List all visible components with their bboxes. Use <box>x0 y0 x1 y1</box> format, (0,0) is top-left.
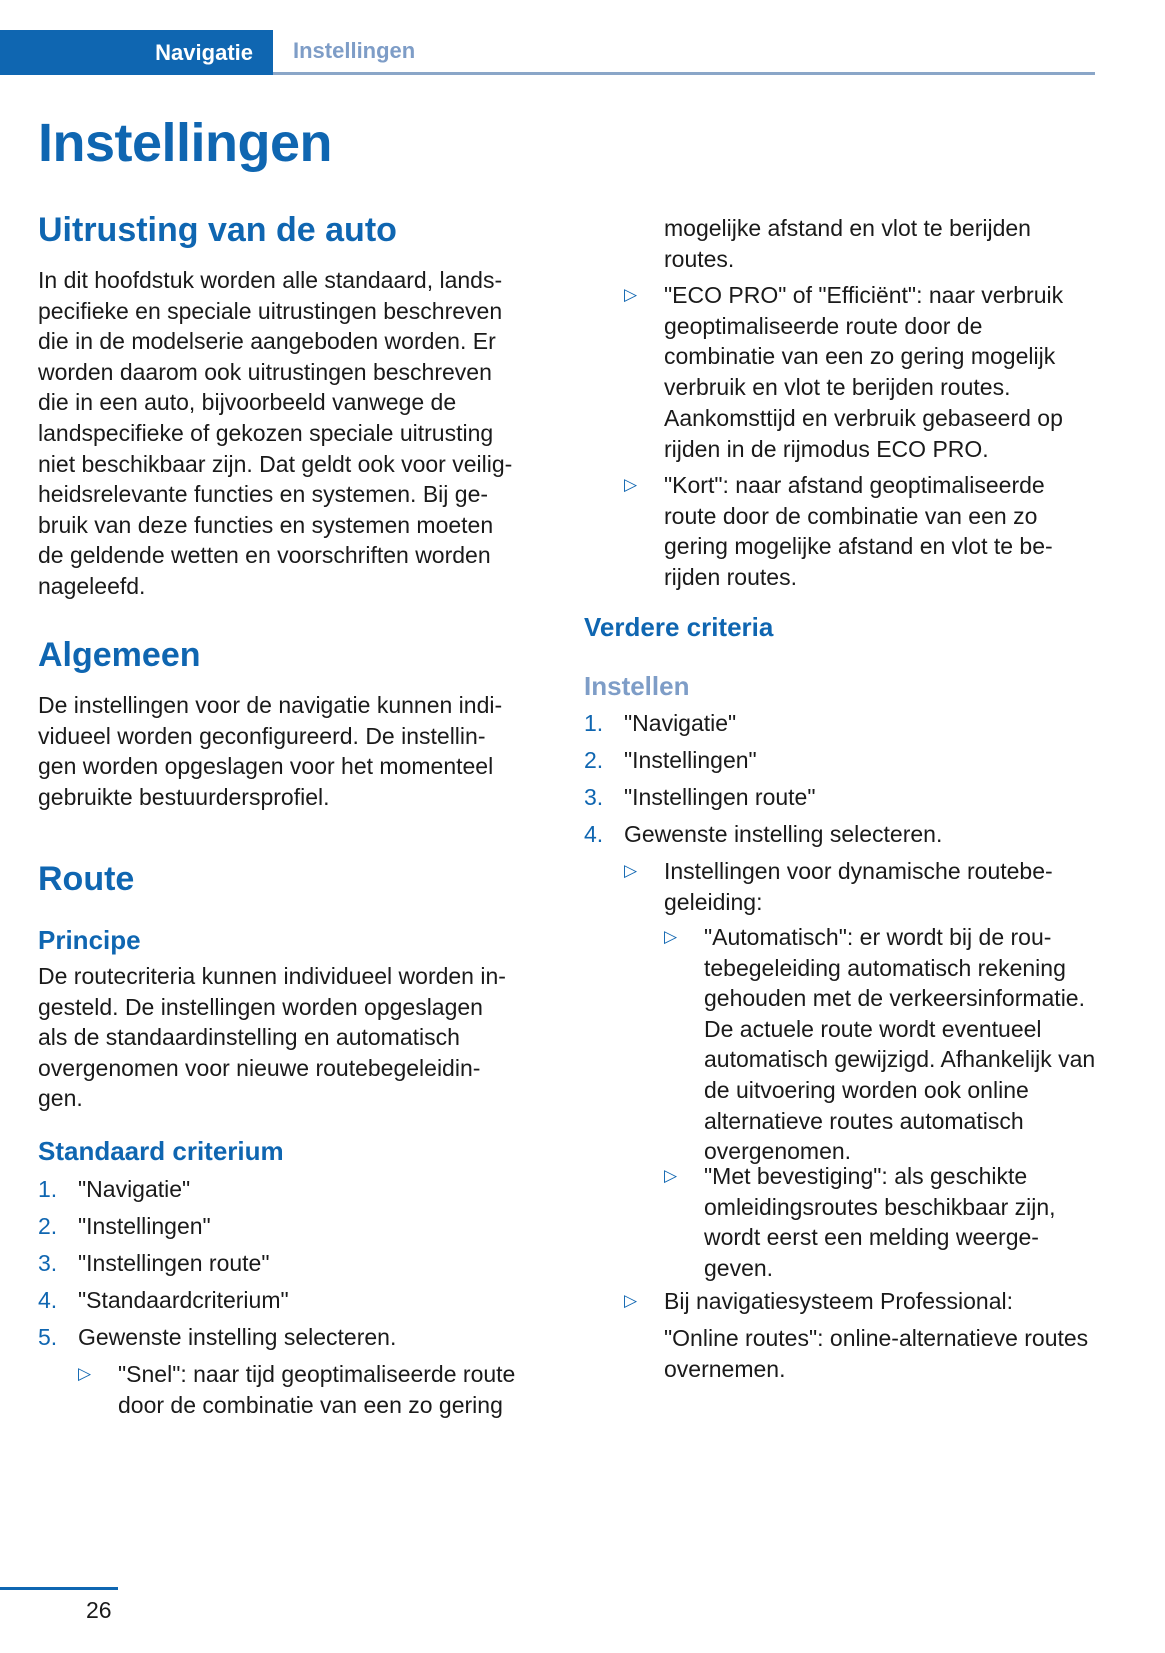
step-number: 1. <box>38 1176 58 1202</box>
footer-divider <box>0 1587 118 1590</box>
triangle-bullet-icon: ▷ <box>664 927 678 946</box>
step-number: 4. <box>584 821 604 847</box>
triangle-bullet-icon: ▷ <box>664 1166 678 1185</box>
paragraph-principe: De routecriteria kunnen individueel worden ingesteld. De instellingen worden opgeslagen als de standaardinstelling en automatisch overgenomen voor nieuwe routebegeleidingen. <box>38 963 506 1112</box>
option-professional-note: "Online routes": online-alternatieve routes overnemen. <box>664 1325 1089 1382</box>
step-number: 5. <box>38 1324 58 1350</box>
heading-standaard-criterium: Standaard criterium <box>38 1136 284 1166</box>
option-text: "ECO PRO" of "Efficiënt": naar verbruik geoptimaliseerde route door de combinatie van een zo gering mogelijk verbruik en vlot te berijden routes. <box>664 282 1064 400</box>
step-text: "Instellingen route" <box>78 1250 270 1276</box>
triangle-bullet-icon: ▷ <box>624 861 638 880</box>
step-number: 3. <box>38 1250 58 1276</box>
step-text: Gewenste instelling selecteren. <box>78 1324 397 1350</box>
step-number: 4. <box>38 1287 58 1313</box>
step-text: "Instellingen route" <box>624 784 816 810</box>
option-text: "Kort": naar afstand geoptimaliseerde route door de combinatie van een zo gering mogelijke afstand en vlot te berijden routes. <box>664 472 1053 590</box>
triangle-bullet-icon: ▷ <box>624 285 638 304</box>
option-text: "Snel": naar tijd geoptimaliseerde route door de combinatie van een zo gering <box>118 1361 516 1418</box>
page-title: Instellingen <box>38 113 333 173</box>
section-tab-instellingen: Instellingen <box>273 30 1095 75</box>
heading-instellen: Instellen <box>584 671 690 701</box>
step-text: "Instellingen" <box>624 747 757 773</box>
option-text: Bij navigatiesysteem Professional: <box>664 1288 1013 1314</box>
heading-route: Route <box>38 860 135 898</box>
triangle-bullet-icon: ▷ <box>624 1291 638 1310</box>
paragraph-algemeen: De instellingen voor de navigatie kunnen individueel worden geconfigureerd. De instellingen worden opgeslagen voor het momenteel gebruikte bestuurdersprofiel. <box>38 692 503 810</box>
heading-principe: Principe <box>38 925 141 955</box>
heading-uitrusting: Uitrusting van de auto <box>38 211 397 249</box>
step-text: "Instellingen" <box>78 1213 211 1239</box>
triangle-bullet-icon: ▷ <box>78 1364 92 1383</box>
page-number: 26 <box>86 1597 112 1623</box>
chapter-tab-navigatie: Navigatie <box>0 30 273 75</box>
paragraph-uitrusting: In dit hoofdstuk worden alle standaard, landspecifieke en speciale uitrustingen beschreven die in de modelserie aangeboden worden. Er worden daarom ook uitrustingen beschreven die in een auto, bijvoorbeeld vanwege de landspecifieke of gekozen speciale uitrusting niet beschikbaar zijn. Dat geldt ook voor veiligheidsrelevante functies en systemen. Bij gebruik van deze functies en systemen moeten de geldende wetten en voorschriften worden nageleefd. <box>38 267 513 599</box>
page-header <box>0 30 1095 75</box>
heading-verdere-criteria: Verdere criteria <box>584 612 774 642</box>
step-text: Gewenste instelling selecteren. <box>624 821 943 847</box>
option-text: Instellingen voor dynamische routebegeleiding: <box>664 858 1053 915</box>
heading-algemeen: Algemeen <box>38 636 201 674</box>
step-number: 1. <box>584 710 604 736</box>
option-text: "Automatisch": er wordt bij de routebegeleiding automatisch rekening gehouden met de verkeersinformatie. De actuele route wordt eventueel automatisch gewijzigd. Afhankelijk van de uitvoering worden ook online alternatieve routes automatisch overgenomen. <box>704 924 1096 1165</box>
option-text: "Met bevestiging": als geschikte omleidingsroutes beschikbaar zijn, wordt eerst een melding weergegeven. <box>704 1163 1056 1281</box>
step-text: "Navigatie" <box>624 710 737 736</box>
option-eco-pro-note: Aankomsttijd en verbruik gebaseerd op rijden in de rijmodus ECO PRO. <box>664 405 1063 462</box>
step-text: "Navigatie" <box>78 1176 191 1202</box>
option-snel-continued: mogelijke afstand en vlot te berijden routes. <box>664 215 1031 272</box>
step-number: 2. <box>38 1213 58 1239</box>
step-number: 3. <box>584 784 604 810</box>
step-text: "Standaardcriterium" <box>78 1287 289 1313</box>
triangle-bullet-icon: ▷ <box>624 475 638 494</box>
step-number: 2. <box>584 747 604 773</box>
